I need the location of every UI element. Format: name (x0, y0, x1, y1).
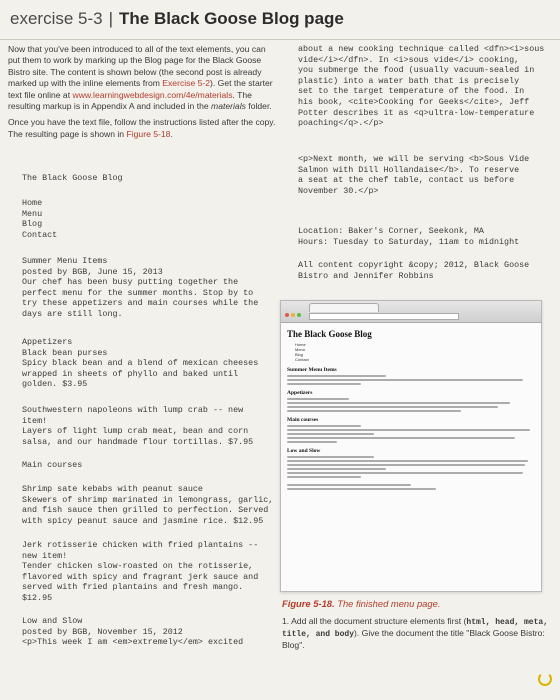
intro-p2-b: . (170, 128, 173, 139)
window-controls (285, 304, 303, 322)
intro-paragraph-2 (8, 117, 278, 140)
thumb-text-line (287, 488, 436, 490)
thumb-text-line (287, 456, 374, 458)
code-next-month: <p>Next month, we will be serving <b>Sous Vide Salmon with Dill Hollandaise</b>. To reserve a seat at the chef table, contact us before November 30.</p> (298, 154, 530, 196)
intro-p1-emph: materials (211, 101, 246, 112)
code-post1: Summer Menu Items posted by BGB, June 15, 2013 Our chef has been busy putting together the perfect menu for the summer months. Stop by to try these appetizers and main courses while the days are still long. (22, 256, 259, 319)
code-location: Location: Baker's Corner, Seekonk, MA Hours: Tuesday to Saturday, 11am to midnight (298, 226, 520, 247)
thumb-text-line (287, 472, 523, 474)
close-dot-icon (285, 313, 289, 317)
thumb-text-line (287, 476, 361, 478)
thumb-text-line (287, 468, 386, 470)
thumb-text-line (287, 437, 515, 439)
instruction-step-1 (282, 616, 552, 651)
thumb-nav-contact: Contact (295, 357, 309, 362)
step1-text-a: 1. Add all the document structure elements first ( (282, 616, 467, 626)
thumb-text-line (287, 402, 510, 404)
thumb-text-line (287, 383, 361, 385)
thumb-nav-home: Home (295, 342, 306, 347)
thumb-heading-summer: Summer Menu Items (287, 367, 337, 373)
figure-link[interactable]: Figure 5-18 (126, 128, 171, 139)
thumb-text-line (287, 425, 361, 427)
code-post2: Low and Slow posted by BGB, November 15, 2012 <p>This week I am <em>extremely</em> excited (22, 616, 244, 648)
thumb-nav-menu: Menu (295, 347, 306, 352)
finished-page-screenshot (280, 300, 542, 592)
title-separator: | (108, 9, 114, 28)
intro-p2-a: Once you have the text file, follow the instructions listed after the copy. The resulting page is shown in (8, 117, 276, 139)
code-post2-cont: about a new cooking technique called <dfn><i>sous vide</i></dfn>. In <i>sous vide</i> cooking, you submerge the food (usually vacuum-sealed in plastic) into a water bath that is precisely set to the target temperature of the food. In his book, <cite>Cooking for Geeks</cite>, Jeff Potter describes it as <q>ultra-low-temperature poaching</q>.</p> (298, 44, 545, 129)
intro-text (8, 44, 278, 140)
thumb-text-line (287, 410, 461, 412)
thumb-text-line (287, 406, 498, 408)
thumb-text-line (287, 460, 528, 462)
zoom-dot-icon (297, 313, 301, 317)
thumb-text-line (287, 464, 525, 466)
step1-text-b: ). Give the document the title "Black Goose Bistro: Blog". (282, 628, 545, 650)
thumb-nav-blog: Blog (295, 352, 304, 357)
page-header (0, 0, 560, 40)
exercise-number: exercise 5-3 (10, 9, 103, 28)
browser-chrome (281, 301, 541, 323)
materials-url-link[interactable]: www.learningwebdesign.com/4e/materials (72, 89, 233, 100)
code-site-title: The Black Goose Blog (22, 173, 123, 183)
thumb-text-line (287, 398, 349, 400)
thumb-text-line (287, 433, 374, 435)
code-napoleons: Southwestern napoleons with lump crab -- new item! Layers of light lump crab meat, bean and corn salsa, and our handmade flour tortillas. $7.95 (22, 405, 254, 447)
intro-p1-a: Now that you've been introduced to all of the text elements, you can put them to work by marking up the Blog page for the Black Goose Bistro site. The content is shown below (the second post is already marked up with the inline elements from (8, 44, 266, 89)
code-shrimp: Shrimp sate kebabs with peanut sauce Skewers of shrimp marinated in lemongrass, garlic, and fish sauce then grilled to perfection. Served with spicy peanut sauce and jasmine rice. $12.95 (22, 484, 274, 526)
thumb-heading-appetizers: Appetizers (287, 390, 313, 396)
refresh-icon[interactable] (538, 672, 552, 686)
thumb-heading-low-slow: Low and Slow (287, 448, 321, 454)
code-copyright: All content copyright &copy; 2012, Black Goose Bistro and Jennifer Robbins (298, 260, 530, 281)
thumb-text-line (287, 375, 386, 377)
thumb-title: The Black Goose Blog (287, 329, 372, 339)
thumb-text-line (287, 441, 337, 443)
code-nav: Home Menu Blog Contact (22, 198, 58, 240)
exercise-link[interactable]: Exercise 5-2 (162, 78, 211, 89)
intro-p1-d: folder. (245, 101, 272, 112)
page-title: The Black Goose Blog page (119, 9, 344, 28)
thumb-text-line (287, 484, 411, 486)
minimize-dot-icon (291, 313, 295, 317)
intro-paragraph-1 (8, 44, 278, 112)
code-appetizers: Appetizers Black bean purses Spicy black bean and a blend of mexican cheeses wrapped in sheets of phyllo and baked until golden. $3.95 (22, 337, 259, 390)
thumb-text-line (287, 379, 523, 381)
address-bar (309, 313, 459, 320)
left-column (8, 44, 278, 145)
figure-label: Figure 5-18. (282, 598, 335, 609)
intro-p1-c: . The resulting markup is in Appendix A and included in the (8, 89, 252, 112)
browser-tab (309, 303, 379, 312)
code-chicken: Jerk rotisserie chicken with fried plantains -- new item! Tender chicken slow-roasted on the rotisserie, flavored with spicy and fragrant jerk sauce and served with fried plantains and fresh mango. $12.95 (22, 540, 259, 603)
intro-p1-b: ). Get the starter text file online at (8, 78, 273, 100)
step1-code: html, head, meta, title, and body (282, 618, 549, 639)
figure-caption (282, 598, 440, 609)
code-main-courses: Main courses (22, 460, 83, 470)
thumbnail-content (281, 323, 541, 496)
thumb-heading-main: Main courses (287, 417, 319, 423)
thumb-text-line (287, 429, 530, 431)
figure-text: The finished menu page. (334, 598, 441, 609)
